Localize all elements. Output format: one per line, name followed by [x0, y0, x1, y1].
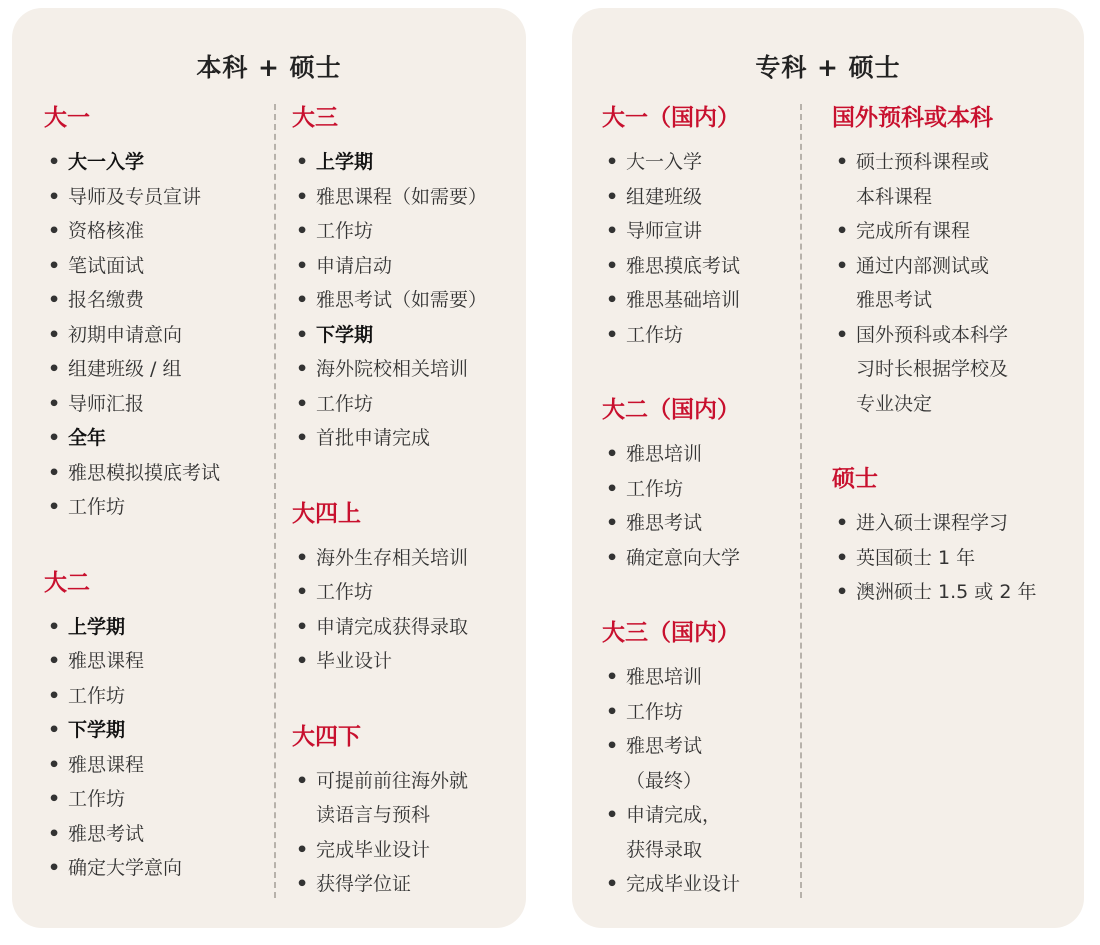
- list-item: [602, 145, 802, 180]
- list-item: [832, 318, 1072, 422]
- list-item: [44, 644, 264, 679]
- timeline-section: [292, 722, 522, 902]
- item-text: 下学期: [68, 719, 126, 741]
- item-text: 上学期: [316, 151, 374, 173]
- list-item: [292, 575, 522, 610]
- list-item: [292, 610, 522, 645]
- item-text: 国外预科或本科学 习时长根据学校及 专业决定: [856, 323, 1009, 415]
- list-item: [602, 729, 802, 798]
- item-text: 报名缴费: [68, 289, 145, 311]
- list-item: [44, 352, 264, 387]
- timeline-section: [292, 103, 522, 456]
- item-text: 毕业设计: [316, 650, 393, 672]
- period-heading: [44, 713, 264, 748]
- list-item: [292, 214, 522, 249]
- item-text: 雅思课程（如需要）: [316, 185, 488, 208]
- list-item: [292, 421, 522, 456]
- item-text: 雅思考试: [68, 822, 145, 845]
- timeline-section: [832, 464, 1072, 610]
- list-item: [602, 437, 802, 472]
- section-item-list: [44, 145, 264, 525]
- section-title: 大三: [292, 105, 338, 131]
- item-text: 硕士预科课程或 本科课程: [856, 151, 990, 208]
- item-text: 导师汇报: [68, 392, 145, 415]
- period-heading: [292, 145, 522, 180]
- list-item: [292, 180, 522, 215]
- timeline-section: [602, 618, 802, 902]
- item-text: 澳洲硕士 1.5 或 2 年: [856, 581, 1037, 603]
- list-item: [832, 575, 1072, 610]
- list-item: [44, 214, 264, 249]
- card-column: [44, 103, 264, 929]
- section-item-list: [602, 145, 802, 352]
- list-item: [602, 695, 802, 730]
- list-item: [44, 318, 264, 353]
- item-text: 工作坊: [68, 684, 126, 707]
- item-text: 下学期: [316, 323, 374, 346]
- item-text: 海外生存相关培训: [316, 546, 469, 569]
- section-title: 大三（国内）: [602, 620, 740, 646]
- list-item: [602, 798, 802, 867]
- list-item: [44, 456, 264, 491]
- section-title: 大二: [44, 569, 90, 596]
- timeline-section: [832, 103, 1072, 421]
- period-heading: [44, 610, 264, 645]
- list-item: [44, 387, 264, 422]
- section-item-list: [602, 437, 802, 575]
- item-text: 全年: [68, 427, 107, 449]
- item-text: 雅思模拟摸底考试: [68, 461, 221, 484]
- section-title: 大四下: [292, 723, 361, 750]
- item-text: 资格核准: [68, 220, 145, 242]
- item-text: 雅思培训: [626, 666, 703, 688]
- column-divider: [274, 104, 276, 898]
- section-title: 大一: [44, 105, 90, 131]
- item-text: 确定大学意向: [68, 857, 183, 879]
- list-item: [292, 833, 522, 868]
- item-text: 申请启动: [316, 254, 393, 277]
- item-text: 雅思考试: [626, 512, 703, 534]
- timeline-section: [602, 103, 802, 352]
- list-item: [832, 249, 1072, 318]
- item-text: 工作坊: [626, 477, 684, 500]
- list-item: [602, 214, 802, 249]
- section-item-list: [292, 541, 522, 679]
- list-item: [292, 644, 522, 679]
- list-item: [44, 679, 264, 714]
- item-text: 导师及专员宣讲: [68, 185, 202, 208]
- item-text: 申请完成， 获得录取: [626, 804, 722, 861]
- list-item: [602, 506, 802, 541]
- item-text: 进入硕士课程学习: [856, 512, 1009, 534]
- list-item: [292, 352, 522, 387]
- item-text: 确定意向大学: [626, 546, 741, 569]
- item-text: 雅思考试（如需要）: [316, 289, 488, 311]
- item-text: 工作坊: [68, 788, 126, 810]
- list-item: [602, 180, 802, 215]
- section-title: 国外预科或本科: [832, 105, 993, 131]
- list-item: [832, 145, 1072, 214]
- item-text: 英国硕士 1 年: [856, 546, 976, 569]
- item-text: 工作坊: [68, 496, 126, 518]
- item-text: 大一入学: [68, 151, 145, 173]
- timeline-section: [292, 499, 522, 679]
- list-item: [602, 660, 802, 695]
- list-item: [44, 851, 264, 886]
- section-title: 大一（国内）: [602, 105, 740, 131]
- list-item: [602, 249, 802, 284]
- section-title: 大二（国内）: [602, 397, 740, 423]
- list-item: [44, 748, 264, 783]
- item-text: 大一入学: [626, 151, 703, 173]
- item-text: 海外院校相关培训: [316, 358, 469, 380]
- list-item: [292, 541, 522, 576]
- item-text: 工作坊: [316, 220, 374, 242]
- period-heading: [44, 145, 264, 180]
- item-text: 雅思考试 （最终）: [626, 735, 703, 792]
- section-item-list: [44, 610, 264, 886]
- list-item: [602, 472, 802, 507]
- item-text: 获得学位证: [316, 873, 412, 895]
- list-item: [292, 249, 522, 284]
- list-item: [292, 387, 522, 422]
- item-text: 完成所有课程: [856, 220, 971, 242]
- item-text: 完成毕业设计: [626, 873, 741, 895]
- section-item-list: [832, 506, 1072, 610]
- list-item: [292, 867, 522, 902]
- item-text: 笔试面试: [68, 254, 145, 277]
- item-text: 首批申请完成: [316, 427, 431, 449]
- item-text: 通过内部测试或 雅思考试: [856, 254, 990, 311]
- card-column: [832, 103, 1072, 653]
- section-item-list: [832, 145, 1072, 421]
- item-text: 工作坊: [626, 323, 684, 346]
- timeline-section: [602, 395, 802, 575]
- section-title: 大四上: [292, 500, 361, 527]
- list-item: [832, 214, 1072, 249]
- list-item: [602, 867, 802, 902]
- list-item: [44, 817, 264, 852]
- item-text: 工作坊: [626, 700, 684, 723]
- list-item: [832, 541, 1072, 576]
- item-text: 工作坊: [316, 581, 374, 603]
- item-text: 雅思课程: [68, 753, 145, 776]
- item-text: 工作坊: [316, 392, 374, 415]
- card-column: [292, 103, 522, 945]
- item-text: 组建班级: [626, 185, 703, 208]
- list-item: [292, 764, 522, 833]
- timeline-section: [44, 103, 264, 525]
- section-item-list: [292, 145, 522, 456]
- section-item-list: [602, 660, 802, 902]
- list-item: [832, 506, 1072, 541]
- timeline-section: [44, 568, 264, 886]
- list-item: [292, 283, 522, 318]
- section-item-list: [292, 764, 522, 902]
- card-title: 本科 + 硕士: [196, 53, 342, 82]
- associate-master-card: [572, 8, 1084, 928]
- list-item: [44, 249, 264, 284]
- item-text: 导师宣讲: [626, 220, 703, 242]
- section-title: 硕士: [832, 466, 878, 492]
- period-heading: [44, 421, 264, 456]
- list-item: [602, 318, 802, 353]
- card-column: [602, 103, 802, 945]
- item-text: 初期申请意向: [68, 323, 183, 346]
- item-text: 上学期: [68, 615, 126, 638]
- column-divider: [800, 104, 802, 898]
- period-heading: [292, 318, 522, 353]
- item-text: 可提前前往海外就 读语言与预科: [316, 769, 469, 826]
- card-title: 专科 + 硕士: [755, 53, 901, 82]
- item-text: 雅思课程: [68, 650, 145, 672]
- item-text: 雅思基础培训: [626, 289, 741, 311]
- list-item: [44, 490, 264, 525]
- list-item: [602, 283, 802, 318]
- item-text: 组建班级 / 组: [68, 358, 182, 380]
- item-text: 雅思培训: [626, 443, 703, 465]
- list-item: [602, 541, 802, 576]
- bachelor-master-card: [12, 8, 526, 928]
- list-item: [44, 180, 264, 215]
- list-item: [44, 283, 264, 318]
- item-text: 雅思摸底考试: [626, 254, 741, 277]
- list-item: [44, 782, 264, 817]
- item-text: 完成毕业设计: [316, 838, 431, 861]
- item-text: 申请完成获得录取: [316, 615, 469, 638]
